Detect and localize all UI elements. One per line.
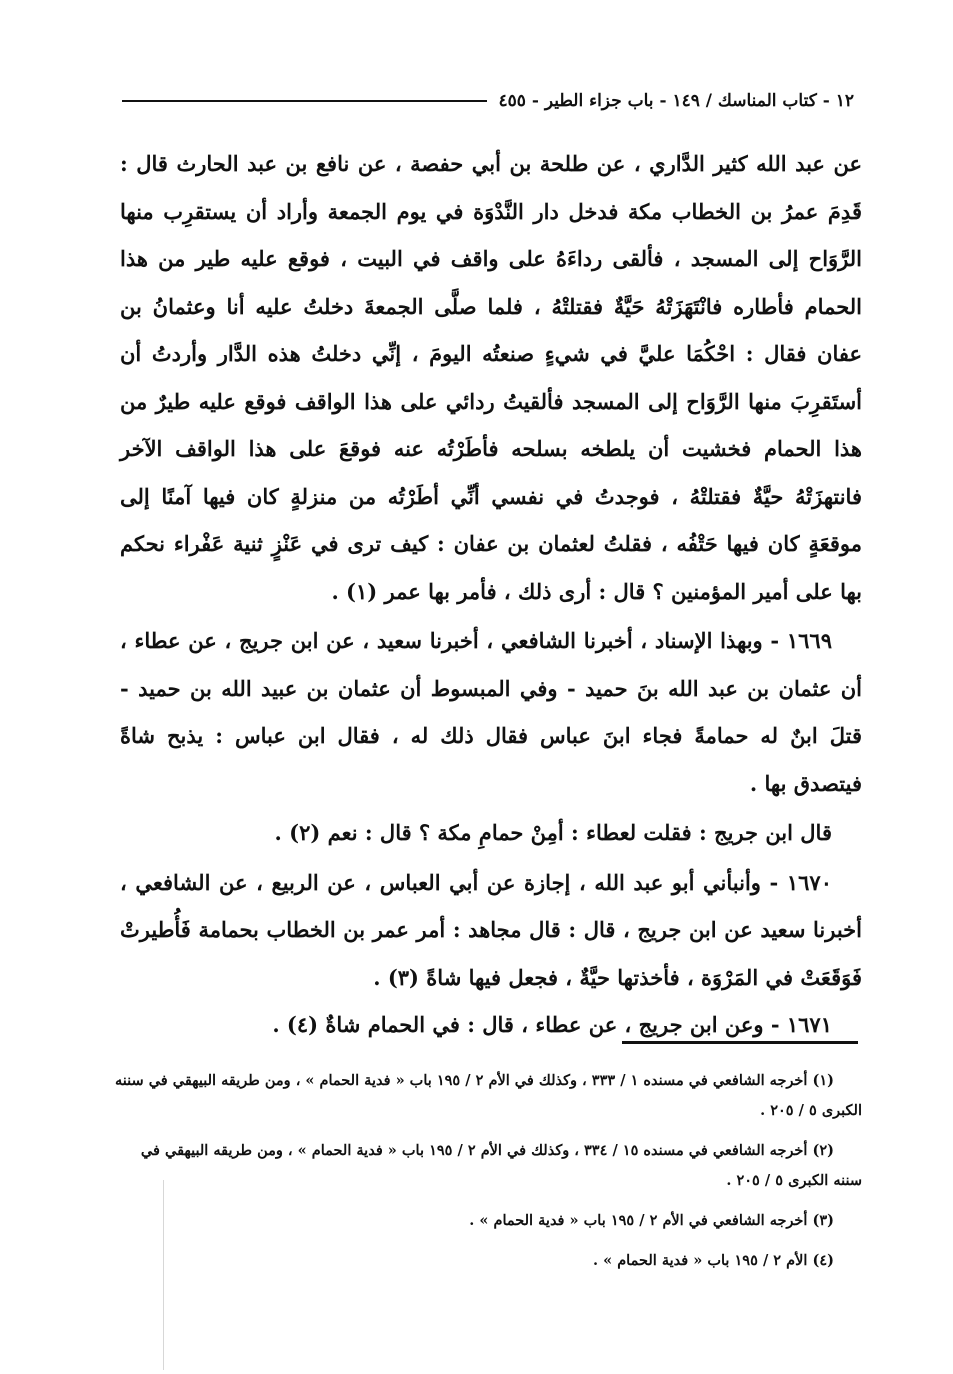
main-text xyxy=(120,140,862,1049)
paragraph-hadith-1670: ١٦٧٠ - وأنبأني أبو عبد الله ، إجازة عن أبي العباس ، عن الربيع ، عن الشافعي ، أخبرنا سعيد عن ابن جريج ، قال : قال مجاهد : أمر عمر بن الخطاب بحمامة فَأُطيرتْ فَوَقَعَتْ في المَرْوَة ، فأخذتها حيَّةٌ ، فجعل فيها شاةً (٣) . xyxy=(120,869,862,990)
footnote-4: (٤) الأم ٢ / ١٩٥ باب « فدية الحمام » . xyxy=(593,1252,834,1269)
running-header xyxy=(122,86,854,116)
footnote-separator xyxy=(622,1041,858,1044)
footnote-3: (٣) أخرجه الشافعي في الأم ٢ / ١٩٥ باب « فدية الحمام » . xyxy=(469,1212,834,1229)
header-rule xyxy=(122,100,487,102)
paragraph-hadith-1671: ١٦٧١ - وعن ابن جريج ، عن عطاء ، قال : في الحمام شاةٌ (٤) . xyxy=(272,1012,832,1037)
header-title: ١٢ - كتاب المناسك / ١٤٩ - باب جزاء الطير - ٤٥٥ xyxy=(498,91,854,111)
paragraph-narration: عن عبد الله كثير الدَّاري ، عن طلحة بن أبي حفصة ، عن نافع بن عبد الحارث قال : قَدِمَ عمرُ بن الخطاب مكة فدخل دار النَّدْوَة في يوم الجمعة وأراد أن يستقرِب منها الرَّوَاح إلى المسجد ، فألقى رداءَهُ على واقف في البيت ، فوقع عليه طير من هذا الحمام فأطاره فانْتَهَزَتْهُ حَيَّةٌ فقتلتْهُ ، فلما صلَّى الجمعةَ دخلتُ عليه أنا وعثمانُ بن عفان فقال : احْكُمَا عليَّ في شيءٍ صنعتُه اليومَ ، إنِّي دخلتُ هذه الدَّار وأردتُ أن أستَقرِبَ منها الرَّوَاح إلى المسجد فألقيتُ ردائي على هذا الواقف فوقع عليه طيرٌ من هذا الحمام فخشيت أن يلطخه بسلحه فأطَرْتُه عنه فوقعَ على هذا الواقف الآخر فانتهزَتْهُ حيَّةٌ فقتلتْهُ ، فوجدتُ في نفسي أنِّي أطَرْتُه من منزلةٍ كان فيها آمنًا إلى موقعَةٍ كان فيها حَتْفُه ، فقلتُ لعثمان بن عفان : كيف ترى في عَنْزٍ ثنية عَفْراء نحكم بها على أمير المؤمنين ؟ قال : أرى ذلك ، فأمر بها عمر (١) . xyxy=(120,151,862,604)
footnote-2: (٢) أخرجه الشافعي في مسنده ١٥ / ٣٣٤ ، وكذلك في الأم ٢ / ١٩٥ باب « فدية الحمام » ، ومن طريقه البيهقي في سننه الكبرى ٥ / ٢٠٥ . xyxy=(140,1142,862,1189)
paragraph-hadith-1669: ١٦٦٩ - وبهذا الإسناد ، أخبرنا الشافعي ، أخبرنا سعيد ، عن ابن جريج ، عن عطاء ، أن عثمان بن عبد الله بنَ حميد - وفي المبسوط أن عثمان بن عبيد الله بن حميد - قتلَ ابنٌ له حمامةً فجاء ابنَ عباس فقال ذلك له ، فقال ابن عباس : يذبح شاةً فيتصدق بها . xyxy=(120,628,862,796)
footnotes xyxy=(110,1066,862,1286)
paragraph-ibn-jurayj: قال ابن جريج : فقلت لعطاء : أمِنْ حمامِ مكة ؟ قال : نعم (٢) . xyxy=(274,820,832,845)
footnote-1: (١) أخرجه الشافعي في مسنده ١ / ٣٣٣ ، وكذلك في الأم ٢ / ١٩٥ باب « فدية الحمام » ، ومن طريقه البيهقي في سننه الكبرى ٥ / ٢٠٥ . xyxy=(114,1072,862,1119)
scan-artifact-line xyxy=(163,1180,164,1370)
